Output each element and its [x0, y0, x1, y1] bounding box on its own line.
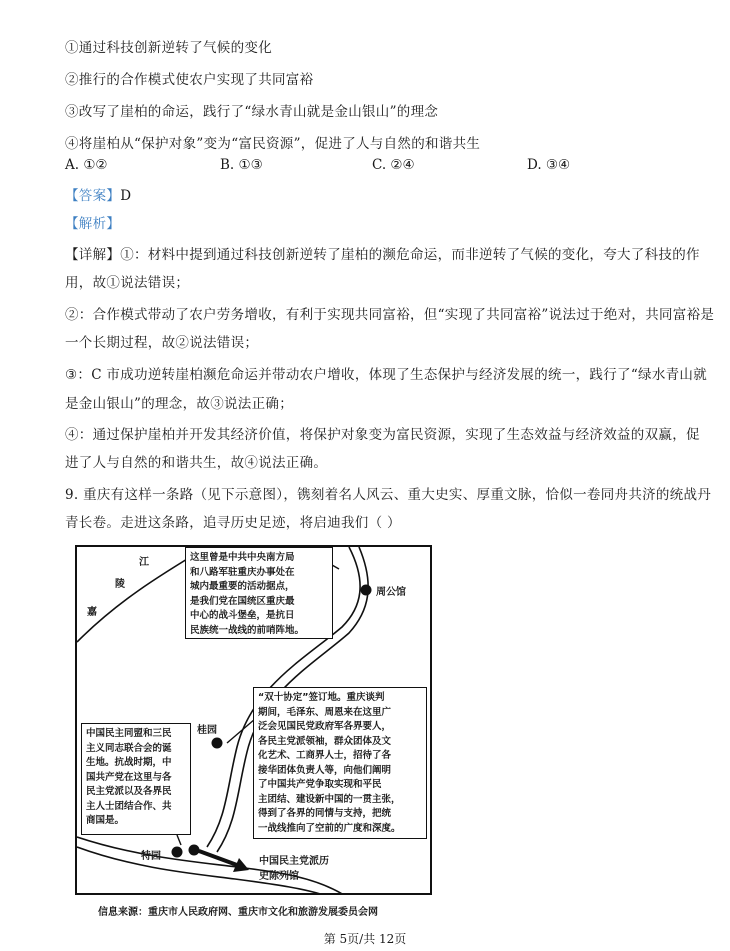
answer-line — [65, 184, 131, 204]
statement-3: ③改写了崖柏的命运，践行了“绿水青山就是金山银山”的理念 — [65, 104, 439, 120]
option-c: C. ②④ — [372, 157, 415, 173]
option-a: A. ①② — [65, 157, 108, 173]
box-line: 各民主党派领袖，群众团体及文 — [258, 735, 392, 747]
box-line: 民主党派以及各界民 — [86, 786, 172, 797]
box-line: 主义同志联合会的诞 — [86, 742, 172, 754]
detail-line: ③：C 市成功逆转崖柏濒危命运并带动农户增收，体现了生态保护与经济发展的统一，践行了“绿水青山就 — [65, 367, 708, 383]
road-map-figure — [75, 545, 432, 895]
box-line: 得到了各界的同情与支持，把统 — [258, 808, 392, 819]
box-line: 生地。抗战时期，中 — [86, 757, 172, 768]
answer-tag: 【答案】 — [65, 188, 121, 204]
statement-2: ②推行的合作模式使农户实现了共同富裕 — [65, 72, 314, 88]
answer-value: D — [120, 188, 132, 204]
box-line: 了中国共产党争取实现和平民 — [258, 779, 382, 790]
box-line: 是我们党在国统区重庆最 — [190, 595, 295, 607]
detail-line: 【详解】①：材料中提到通过科技创新逆转了崖柏的濒危命运，而非逆转了气候的变化，夸大了科技的作 — [65, 247, 700, 263]
box-line: 国共产党在这里与各 — [86, 771, 172, 783]
zhougongguan-info-box — [185, 547, 333, 639]
figure-caption: 信息来源：重庆市人民政府网、重庆市文化和旅游发展委员会网 — [98, 907, 378, 918]
box-line: 这里曾是中共中央南方局 — [190, 552, 295, 563]
detail-line: ②：合作模式带动了农户劳务增收，有利于实现共同富裕，但“实现了共同富裕”说法过于绝对，共同富裕是 — [65, 307, 715, 323]
box-line: 中国民主同盟和三民 — [86, 728, 172, 739]
teyuan-info-box — [81, 723, 191, 835]
zhougongguan-label: 周公馆 — [376, 587, 406, 598]
museum-label-line1: 中国民主党派历 — [259, 856, 329, 867]
site-dot-teyuan — [172, 847, 183, 858]
question-line: 9. 重庆有这样一条路（见下示意图），镌刻着名人风云、重大史实、厚重文脉，恰似一卷同舟共济的统战丹 — [65, 487, 712, 503]
detail-line: 一个长期过程，故②说法错误； — [65, 335, 259, 351]
statement-4: ④将崖柏从“保护对象”变为“富民资源”，促进了人与自然的和谐共生 — [65, 136, 481, 152]
box-line: 泛会见国民党政府军各界要人， — [258, 721, 392, 732]
guiyuan-info-box — [253, 687, 427, 839]
box-line: 主团结、建设新中国的一贯主张， — [258, 793, 401, 805]
box-line: 一战线推向了空前的广度和深度。 — [258, 822, 401, 834]
guiyuan-label: 桂园 — [197, 725, 217, 736]
river-label-char: 江 — [139, 557, 149, 568]
option-d: D. ③④ — [527, 157, 571, 173]
river-label-char: 嘉 — [87, 607, 97, 618]
box-line: 城内最重要的活动据点， — [190, 581, 295, 592]
box-line: 接华团体负责人等，向他们阐明 — [258, 764, 392, 776]
analysis-line — [65, 212, 120, 232]
analysis-tag: 【解析】 — [65, 216, 121, 232]
box-line: 商国是。 — [86, 815, 125, 826]
teyuan-label: 特园 — [141, 851, 161, 862]
option-b: B. ①③ — [220, 157, 263, 173]
box-line: 和八路军驻重庆办事处在 — [190, 566, 295, 578]
box-line: 中心的战斗堡垒，是抗日 — [190, 610, 295, 621]
box-line: 期间，毛泽东、周恩来在这里广 — [258, 706, 392, 718]
river-label-char: 陵 — [115, 579, 125, 590]
box-line: 化艺术、工商界人士，招待了各 — [258, 750, 392, 761]
detail-line: ④：通过保护崖柏并开发其经济价值，将保护对象变为富民资源，实现了生态效益与经济效益的双赢，促 — [65, 427, 700, 443]
page-footer: 第 5页/共 12页 — [323, 932, 407, 946]
statement-1: ①通过科技创新逆转了气候的变化 — [65, 40, 272, 56]
site-dot-zhougongguan — [361, 585, 372, 596]
detail-line: 进了人与自然的和谐共生，故④说法正确。 — [65, 455, 328, 471]
site-dot-guiyuan — [212, 738, 223, 749]
box-line: 民族统一战线的前哨阵地。 — [190, 624, 305, 636]
detail-line: 用，故①说法错误； — [65, 275, 190, 291]
museum-label-line2: 史陈列馆 — [259, 871, 299, 882]
box-line: 主人士团结合作、共 — [86, 800, 172, 812]
question-line: 青长卷。走进这条路，追寻历史足迹，将启迪我们（ ） — [65, 515, 401, 531]
detail-line: 是金山银山”的理念，故③说法正确； — [65, 396, 294, 412]
box-line: “双十协定”签订地。重庆谈判 — [258, 692, 385, 703]
site-dot-museum — [189, 845, 200, 856]
